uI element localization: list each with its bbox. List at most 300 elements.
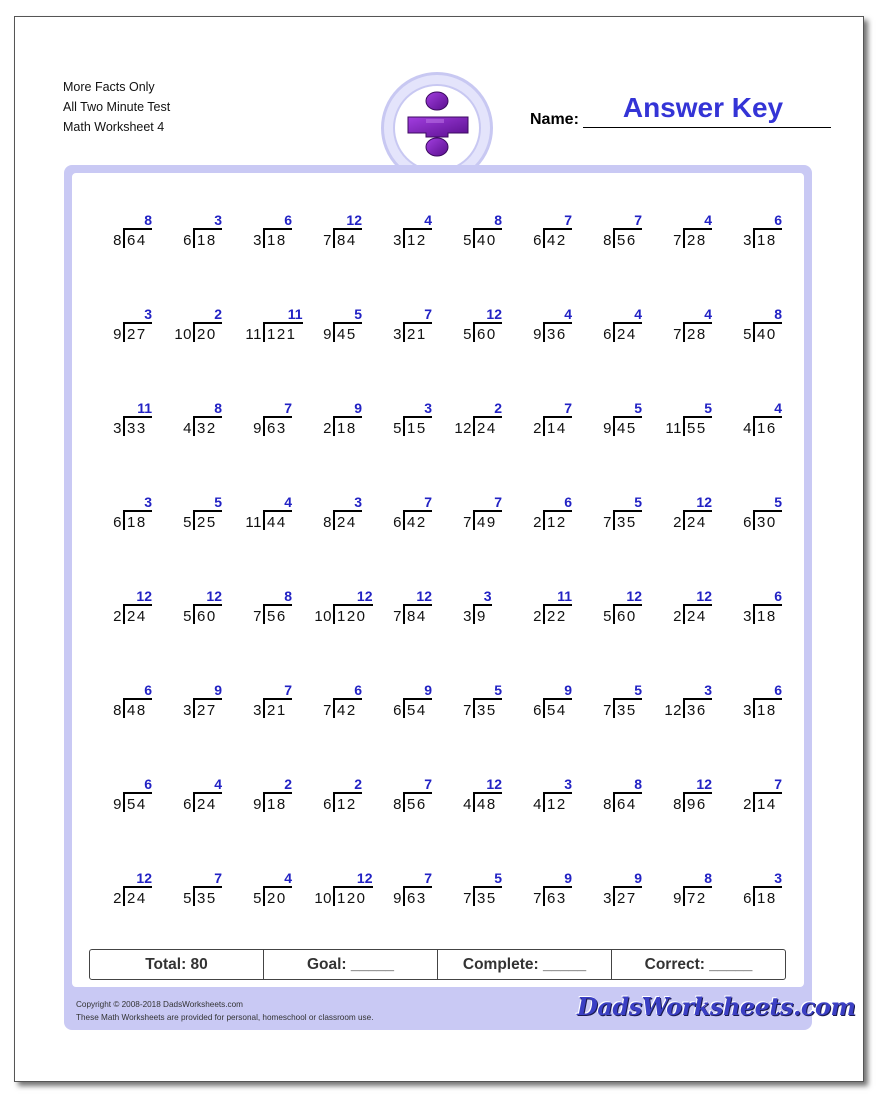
division-problem	[200, 588, 292, 632]
dividend: 18	[757, 608, 777, 625]
dividend: 56	[617, 232, 637, 249]
division-problem	[480, 682, 572, 726]
dividend: 35	[477, 890, 497, 907]
dividend: 27	[127, 326, 147, 343]
division-problem	[60, 400, 152, 444]
dividend: 30	[757, 514, 777, 531]
complete-field[interactable]: Complete: _____	[438, 950, 612, 979]
divisor: 3	[393, 232, 402, 249]
quotient-answer: 2	[354, 776, 362, 792]
quotient-answer: 7	[634, 212, 642, 228]
quotient-answer: 3	[144, 494, 152, 510]
dividend: 24	[477, 420, 497, 437]
quotient-answer: 5	[494, 870, 502, 886]
quotient-answer: 12	[206, 588, 222, 604]
divisor: 5	[393, 420, 402, 437]
quotient-answer: 3	[214, 212, 222, 228]
division-problem	[200, 400, 292, 444]
division-problem	[410, 588, 492, 632]
division-problem	[480, 776, 572, 820]
division-problem	[410, 776, 502, 820]
quotient-answer: 8	[704, 870, 712, 886]
quotient-answer: 5	[634, 682, 642, 698]
dividend: 22	[547, 608, 567, 625]
division-problem	[690, 588, 782, 632]
divisor: 9	[253, 420, 262, 437]
dividend: 14	[547, 420, 567, 437]
divisor: 6	[393, 514, 402, 531]
divisor: 8	[673, 796, 682, 813]
info-line-number: Math Worksheet 4	[63, 120, 165, 134]
divisor: 8	[113, 702, 122, 719]
dividend: 12	[407, 232, 427, 249]
divisor: 10	[174, 326, 192, 343]
total-count: Total: 80	[90, 950, 264, 979]
quotient-answer: 7	[284, 400, 292, 416]
division-problem	[480, 306, 572, 350]
quotient-answer: 9	[564, 870, 572, 886]
division-problem	[410, 682, 502, 726]
footer-text	[76, 998, 373, 1024]
vinculum-line	[753, 322, 782, 324]
quotient-answer: 12	[626, 588, 642, 604]
dividend: 120	[337, 608, 367, 625]
division-problem	[340, 588, 432, 632]
quotient-answer: 12	[136, 588, 152, 604]
quotient-answer: 4	[564, 306, 572, 322]
quotient-answer: 9	[214, 682, 222, 698]
info-line-test: All Two Minute Test	[63, 100, 171, 114]
dividend: 60	[197, 608, 217, 625]
divisor: 8	[323, 514, 332, 531]
dividend: 55	[687, 420, 707, 437]
divisor: 4	[183, 420, 192, 437]
dividend: 40	[477, 232, 497, 249]
division-problem	[620, 306, 712, 350]
division-problem	[550, 494, 642, 538]
divisor: 12	[664, 702, 682, 719]
dividend: 24	[197, 796, 217, 813]
division-problem	[340, 494, 432, 538]
quotient-answer: 3	[424, 400, 432, 416]
dividend: 56	[267, 608, 287, 625]
divisor: 9	[673, 890, 682, 907]
dividend: 18	[267, 232, 287, 249]
dividend: 14	[757, 796, 777, 813]
quotient-answer: 7	[424, 870, 432, 886]
quotient-answer: 5	[214, 494, 222, 510]
dividend: 18	[757, 702, 777, 719]
divisor: 5	[743, 326, 752, 343]
quotient-answer: 3	[704, 682, 712, 698]
dividend: 64	[617, 796, 637, 813]
quotient-answer: 12	[486, 306, 502, 322]
divisor: 5	[183, 890, 192, 907]
divisor: 9	[113, 796, 122, 813]
vinculum-line	[753, 416, 782, 418]
divisor: 7	[463, 890, 472, 907]
quotient-answer: 4	[704, 306, 712, 322]
division-problem	[60, 494, 152, 538]
dividend: 36	[547, 326, 567, 343]
quotient-answer: 4	[284, 870, 292, 886]
divisor: 5	[183, 514, 192, 531]
division-problem	[620, 682, 712, 726]
dividend: 21	[267, 702, 287, 719]
division-problem	[480, 588, 572, 632]
dividend: 42	[547, 232, 567, 249]
problem-area	[70, 171, 806, 989]
dividend: 63	[407, 890, 427, 907]
division-problem	[690, 776, 782, 820]
quotient-answer: 2	[284, 776, 292, 792]
quotient-answer: 12	[696, 776, 712, 792]
dividend: 18	[757, 232, 777, 249]
dividend: 28	[687, 232, 707, 249]
quotient-answer: 2	[494, 400, 502, 416]
quotient-answer: 2	[214, 306, 222, 322]
quotient-answer: 5	[634, 494, 642, 510]
dividend: 42	[407, 514, 427, 531]
divisor: 8	[393, 796, 402, 813]
division-problem	[130, 494, 222, 538]
dividend: 27	[197, 702, 217, 719]
divisor: 2	[323, 420, 332, 437]
division-problem	[130, 682, 222, 726]
divisor: 9	[533, 326, 542, 343]
quotient-answer: 12	[696, 588, 712, 604]
divisor: 4	[533, 796, 542, 813]
vinculum-line	[753, 792, 782, 794]
vinculum-line	[753, 698, 782, 700]
quotient-answer: 7	[494, 494, 502, 510]
divisor: 12	[454, 420, 472, 437]
division-problem	[480, 400, 572, 444]
division-problem	[550, 212, 642, 256]
quotient-answer: 9	[424, 682, 432, 698]
divisor: 7	[253, 608, 262, 625]
info-line-topic: More Facts Only	[63, 80, 155, 94]
quotient-answer: 9	[564, 682, 572, 698]
divisor: 5	[463, 232, 472, 249]
quotient-answer: 12	[356, 870, 373, 886]
division-problem	[340, 306, 432, 350]
quotient-answer: 8	[494, 212, 502, 228]
division-problem	[410, 870, 502, 914]
division-problem	[620, 870, 712, 914]
dividend: 120	[337, 890, 367, 907]
division-problem	[620, 776, 712, 820]
quotient-answer: 5	[704, 400, 712, 416]
division-problem	[270, 870, 373, 914]
usage-notice: These Math Worksheets are provided for personal, homeschool or classroom use.	[76, 1013, 374, 1022]
quotient-answer: 9	[634, 870, 642, 886]
dividend: 84	[407, 608, 427, 625]
division-problem	[60, 682, 152, 726]
divisor: 2	[113, 890, 122, 907]
dividend: 24	[127, 608, 147, 625]
division-problem	[200, 212, 292, 256]
divisor: 7	[603, 514, 612, 531]
divisor: 6	[183, 232, 192, 249]
quotient-answer: 12	[346, 212, 362, 228]
quotient-answer: 12	[416, 588, 432, 604]
quotient-answer: 6	[564, 494, 572, 510]
dividend: 27	[617, 890, 637, 907]
division-problem	[690, 212, 782, 256]
vinculum-line	[753, 604, 782, 606]
dividend: 44	[267, 514, 287, 531]
division-problem	[60, 776, 152, 820]
divisor: 3	[183, 702, 192, 719]
quotient-answer: 8	[774, 306, 782, 322]
quotient-answer: 8	[634, 776, 642, 792]
quotient-answer: 12	[486, 776, 502, 792]
dividend: 24	[337, 514, 357, 531]
division-problem	[340, 212, 432, 256]
quotient-answer: 4	[704, 212, 712, 228]
division-problem	[550, 682, 642, 726]
dividend: 84	[337, 232, 357, 249]
divisor: 7	[533, 890, 542, 907]
dividend: 121	[267, 326, 297, 343]
quotient-answer: 11	[137, 400, 152, 416]
divisor: 3	[743, 702, 752, 719]
quotient-answer: 6	[774, 588, 782, 604]
dividend: 9	[477, 608, 487, 625]
divisor: 3	[253, 702, 262, 719]
dividend: 24	[687, 608, 707, 625]
correct-field[interactable]: Correct: _____	[644, 956, 753, 973]
division-problem	[130, 212, 222, 256]
divisor: 7	[673, 232, 682, 249]
divisor: 2	[743, 796, 752, 813]
divisor: 3	[463, 608, 472, 625]
quotient-answer: 6	[354, 682, 362, 698]
dividend: 49	[477, 514, 497, 531]
dividend: 63	[547, 890, 567, 907]
divisor: 11	[665, 420, 682, 437]
vinculum-line	[753, 886, 782, 888]
division-problem	[60, 870, 152, 914]
dividend: 35	[617, 514, 637, 531]
quotient-answer: 7	[774, 776, 782, 792]
divisor: 3	[743, 608, 752, 625]
division-problem	[410, 212, 502, 256]
divisor: 9	[393, 890, 402, 907]
division-problem	[690, 400, 782, 444]
divisor: 7	[603, 702, 612, 719]
division-problem	[410, 306, 502, 350]
divisor: 3	[113, 420, 122, 437]
divisor: 5	[253, 890, 262, 907]
divisor: 7	[393, 608, 402, 625]
divisor: 11	[245, 514, 262, 531]
quotient-answer: 6	[144, 776, 152, 792]
quotient-answer: 7	[564, 400, 572, 416]
divisor: 10	[314, 890, 332, 907]
quotient-answer: 3	[144, 306, 152, 322]
divisor: 7	[323, 232, 332, 249]
division-problem	[60, 588, 152, 632]
dividend: 33	[127, 420, 147, 437]
quotient-answer: 4	[774, 400, 782, 416]
quotient-answer: 8	[284, 588, 292, 604]
divisor: 4	[743, 420, 752, 437]
dividend: 12	[337, 796, 357, 813]
divisor: 7	[463, 514, 472, 531]
dividend: 72	[687, 890, 707, 907]
division-problem	[200, 870, 292, 914]
division-problem	[130, 306, 222, 350]
divisor: 7	[673, 326, 682, 343]
divisor: 6	[393, 702, 402, 719]
dividend: 54	[127, 796, 147, 813]
divisor: 6	[533, 232, 542, 249]
division-problem	[480, 870, 572, 914]
score-summary	[89, 949, 786, 980]
quotient-answer: 4	[284, 494, 292, 510]
quotient-answer: 3	[774, 870, 782, 886]
division-problem	[620, 588, 712, 632]
divisor: 3	[393, 326, 402, 343]
quotient-answer: 11	[557, 588, 572, 604]
division-problem	[200, 682, 292, 726]
division-problem	[340, 870, 432, 914]
quotient-answer: 6	[284, 212, 292, 228]
dividend: 24	[687, 514, 707, 531]
quotient-answer: 11	[287, 306, 303, 322]
division-problem	[690, 870, 782, 914]
divisor: 6	[183, 796, 192, 813]
dividend: 60	[617, 608, 637, 625]
dividend: 48	[477, 796, 497, 813]
quotient-answer: 7	[424, 494, 432, 510]
quotient-answer: 8	[214, 400, 222, 416]
divisor: 3	[603, 890, 612, 907]
quotient-answer: 12	[136, 870, 152, 886]
dividend: 56	[407, 796, 427, 813]
divisor: 6	[323, 796, 332, 813]
division-problem	[550, 870, 642, 914]
name-label: Name:	[530, 111, 579, 128]
dividend: 12	[547, 796, 567, 813]
division-problem	[60, 212, 152, 256]
divisor: 2	[533, 514, 542, 531]
dividend: 60	[477, 326, 497, 343]
division-problem	[690, 306, 782, 350]
division-problem	[200, 776, 292, 820]
division-problem	[270, 682, 362, 726]
divisor: 5	[463, 326, 472, 343]
division-problem	[200, 494, 292, 538]
dividend: 54	[407, 702, 427, 719]
dividend: 18	[267, 796, 287, 813]
divisor: 2	[673, 608, 682, 625]
division-problem	[690, 682, 782, 726]
divisor: 2	[113, 608, 122, 625]
division-problem	[270, 494, 362, 538]
dividend: 63	[267, 420, 287, 437]
dividend: 28	[687, 326, 707, 343]
dividend: 64	[127, 232, 147, 249]
division-problem	[130, 776, 222, 820]
dividend: 54	[547, 702, 567, 719]
dividend: 25	[197, 514, 217, 531]
quotient-answer: 5	[494, 682, 502, 698]
quotient-answer: 8	[144, 212, 152, 228]
copyright-notice: Copyright © 2008-2018 DadsWorksheets.com	[76, 1000, 243, 1009]
dividend: 45	[617, 420, 637, 437]
divisor: 9	[603, 420, 612, 437]
divisor: 5	[603, 608, 612, 625]
divisor: 11	[245, 326, 262, 343]
division-problem	[550, 400, 642, 444]
dividend: 36	[687, 702, 707, 719]
division-problem	[270, 306, 362, 350]
dividend: 48	[127, 702, 147, 719]
quotient-answer: 3	[354, 494, 362, 510]
division-problem	[620, 212, 712, 256]
division-problem	[410, 494, 502, 538]
dividend: 16	[757, 420, 777, 437]
division-problem	[480, 212, 572, 256]
quotient-answer: 5	[774, 494, 782, 510]
name-field-line[interactable]	[583, 127, 831, 128]
quotient-answer: 4	[634, 306, 642, 322]
division-problem	[620, 400, 712, 444]
dividend: 21	[407, 326, 427, 343]
quotient-answer: 5	[354, 306, 362, 322]
divisor: 3	[253, 232, 262, 249]
quotient-answer: 5	[634, 400, 642, 416]
divisor: 5	[183, 608, 192, 625]
quotient-answer: 6	[144, 682, 152, 698]
divisor: 9	[113, 326, 122, 343]
divisor: 8	[603, 232, 612, 249]
divisor: 8	[603, 796, 612, 813]
divisor: 2	[673, 514, 682, 531]
divisor: 7	[323, 702, 332, 719]
divisor: 9	[323, 326, 332, 343]
dadsworksheets-logo[interactable]: DadsWorksheets.com	[577, 992, 856, 1021]
division-problem	[550, 588, 642, 632]
divisor: 6	[743, 514, 752, 531]
quotient-answer: 6	[774, 212, 782, 228]
divisor: 2	[533, 608, 542, 625]
quotient-answer: 9	[354, 400, 362, 416]
division-problem	[550, 776, 642, 820]
divisor: 6	[743, 890, 752, 907]
division-problem	[130, 870, 222, 914]
dividend: 32	[197, 420, 217, 437]
division-problem	[690, 494, 782, 538]
answer-key-title: Answer Key	[622, 92, 784, 123]
divisor: 9	[253, 796, 262, 813]
vinculum-line	[753, 510, 782, 512]
quotient-answer: 4	[424, 212, 432, 228]
divisor: 6	[533, 702, 542, 719]
vinculum-line	[753, 228, 782, 230]
dividend: 20	[267, 890, 287, 907]
dividend: 18	[337, 420, 357, 437]
quotient-answer: 3	[564, 776, 572, 792]
dividend: 24	[127, 890, 147, 907]
dividend: 18	[197, 232, 217, 249]
goal-field[interactable]: Goal: _____	[264, 950, 438, 979]
division-problem	[130, 400, 222, 444]
dividend: 96	[687, 796, 707, 813]
